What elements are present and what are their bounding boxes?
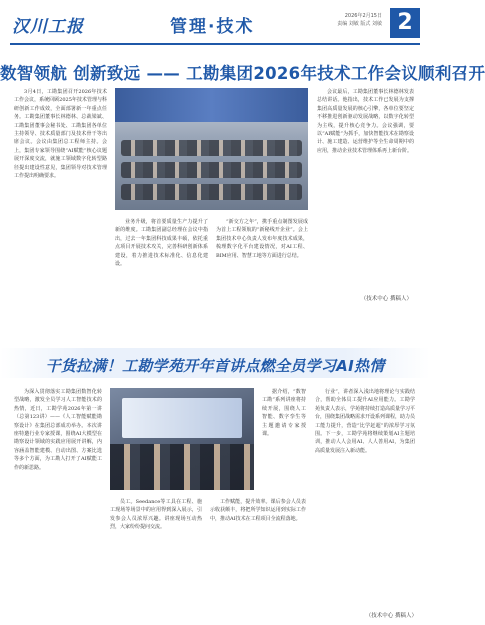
section-title: 管理·技术 [170,17,255,37]
article1-byline: （技术中心 撰稿人） [360,296,412,302]
page-number: 2 [390,8,420,38]
article1-photo [115,88,308,210]
article2-column-1 [14,388,102,616]
article2-headline: 干货拉满！工勘学苑开年首讲点燃全员学习AI热情 [45,357,385,375]
article2-paragraph: 为深入贯彻落实工勘集团数智化转型战略，激发全员学习人工智能技术的热情，近日，工勘学苑2026年第一讲（总第123讲）——《人工智能赋能勘察设计》在集团总部成功举办。本次讲座特邀行业专家授课，围绕AI大模型在勘察设计领域的实践应用展开讲解，内容涵盖智能建模、自动出图、方案比选等多个方面，为工勘人打开了AI赋能工作的新思路。 [14,389,102,471]
article1-headline: 数智领航 创新致远 —— 工勘集团2026年技术工作会议顺利召开 [0,64,485,83]
masthead [0,0,430,44]
article1-paragraph: 业务升级，将首要质量生产力提升了新的维度。工勘集团副总经理在会议中指出，过去一年集团科技成果丰硕，依托重点项目开展技术攻关，完善科研创新体系建设，着力推进技术标准化、信息化建设。 [115,219,208,268]
issue-date: 2026年2月15日 [344,13,382,19]
audience [110,444,254,490]
article1-column-3 [216,218,308,326]
stage-banner [115,88,308,122]
article2-byline: （技术中心 撰稿人） [365,613,417,619]
issue-meta [292,12,382,28]
article2-paragraph: 行业”，讲者深入浅出地将理论与实践结合，帮助全体员工提升AI应用能力。工勘学苑负责人表示，学苑将持续打造高质量学习平台，围绕集团战略需求开设系列课程，助力员工能力提升，营造“比学赶超”的浓厚学习氛围。下一步，工勘学苑将继续策划AI主题培训，推动人人会用AI、人人善用AI，为集团高质量发展注入新动能。 [315,389,416,454]
article1-column-2 [115,218,208,326]
newspaper-logo: 汉川工报 [12,17,84,37]
article1-paragraph: 3月4日，工勘集团召开2026年技术工作会议，系统回顾2025年技术管理与科研创新工作成效，全面部署新一年重点任务。工勘集团董事长林德林、总裁梁斌、工勘集团董事会秘书处、工勘集团各单位主持领导、技术质量部门及技术骨干等出席会议。会议由集团总工程师主持。会上，集团专家领导围绕“AI赋能”核心议题展开深度交流，就施工领域数字化转型路径提出建设性意见，集团领导对技术管理工作提出明确要求。 [14,89,107,180]
presentation-screen [122,398,242,438]
article2-column-4 [315,388,415,608]
article2-narrow-column [262,388,306,494]
article2-column-2 [110,498,202,616]
article2-paragraph: 员工。Seedance等工具在工程、施工现场等场景中的应用得到深入展示，引发参会人员浓厚兴趣。讲座现场互动热烈，大家纷纷提问交流。 [110,499,202,531]
article1-paragraph: “新交方之年”，携手重点制图发展成为首上工程领航的“新秘线开企业”。会上集团技术中心负责人发布年度技术成果，梳理数字化平台建设情况，对AI工程、BIM应用、智慧工地等方面进行总结。 [216,219,308,259]
article1-paragraph: 会议最后，工勘集团董事长林德林发表总结讲话。他指出，技术工作已发展为支撑集团高质量发展的核心引擎，各单位要坚定不移推进创新驱动发展战略，以数字化转型为主线，提升核心竞争力。会议强调，要以“AI赋能”为抓手，加快智能技术在勘察设计、施工建造、运营维护等全生命周期中的应用，推动企业技术管理体系再上新台阶。 [317,89,414,154]
article2-paragraph: 工作赋能，提升效率。课后参会人员表示收获颇丰，将把所学知识运用到实际工作中，推动AI技术在工程项目全流程落地。 [210,499,306,522]
masthead-divider [10,43,420,45]
article2-paragraph: 据介绍，“数智工勘”系列讲座将持续开展，围绕人工智能、数字孪生等主题邀请专家授课。 [262,389,306,438]
editor-credit: 责编 刘敏 版式 刘敏 [337,21,382,27]
article1-column-1 [14,88,107,326]
article1-column-4 [317,88,414,288]
article2-column-3 [210,498,306,616]
article2-photo [110,388,254,490]
